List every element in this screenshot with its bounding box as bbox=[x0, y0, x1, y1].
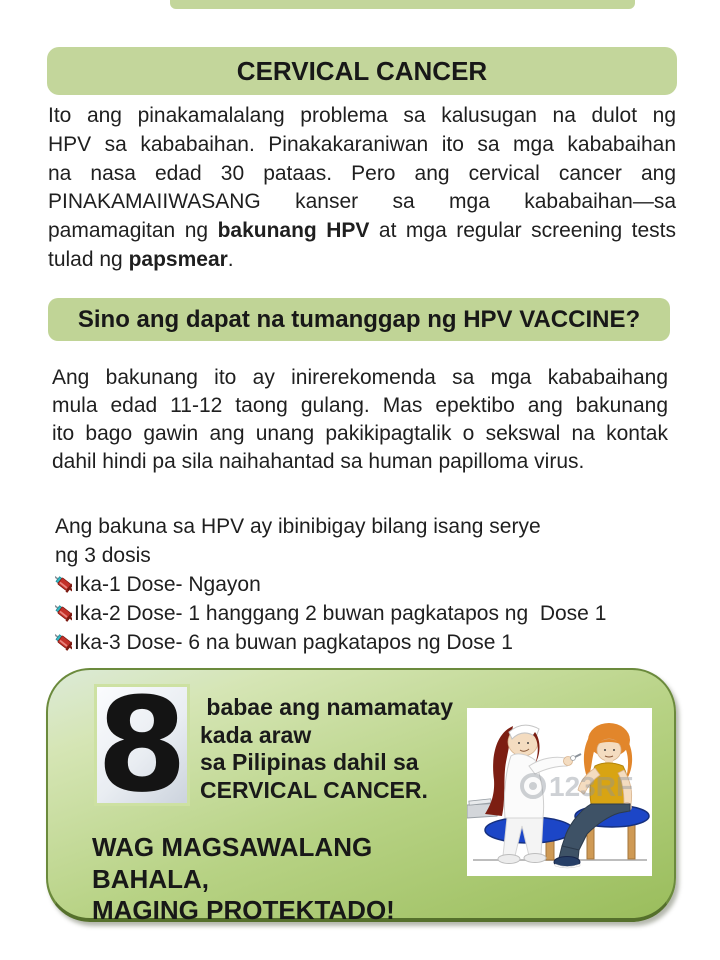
top-stripe-decoration bbox=[170, 0, 635, 9]
syringe-icon bbox=[55, 631, 72, 652]
text-line: babae ang namamatay bbox=[200, 694, 454, 720]
dose-series-intro bbox=[55, 512, 695, 570]
syringe-icon bbox=[55, 602, 72, 623]
text-line: HPV sa kababaihan. Pinakakaraniwan ito sa mga kababaihan bbox=[48, 132, 676, 156]
nurse-shoe bbox=[498, 855, 520, 864]
main-title-banner bbox=[47, 47, 677, 95]
syringe-icon bbox=[55, 573, 72, 594]
warning-text bbox=[92, 832, 492, 927]
statistic-text bbox=[200, 694, 470, 804]
section-title: Sino ang dapat na tumanggap ng HPV VACCINE? bbox=[77, 305, 641, 333]
text-line: tulad ng papsmear. bbox=[48, 247, 234, 271]
intro-paragraph bbox=[48, 102, 676, 275]
text-line: sa Pilipinas dahil sa bbox=[200, 749, 419, 775]
dose-item bbox=[55, 570, 695, 599]
svg-text:123RF: 123RF bbox=[549, 771, 634, 802]
statistic-number bbox=[96, 669, 188, 821]
who-paragraph bbox=[52, 364, 668, 476]
text-line: PINAKAMAIIWASANG kanser sa mga kababaihan—sa bbox=[48, 190, 676, 214]
text-line: na nasa edad 30 pataas. Pero ang cervical cancer ang bbox=[48, 161, 676, 185]
text-line: MAGING PROTEKTADO! bbox=[92, 895, 395, 925]
text-line: WAG MAGSAWALANG BAHALA, bbox=[92, 832, 373, 894]
dose-item-label: Ika-3 Dose- 6 na buwan pagkatapos ng Dose 1 bbox=[74, 631, 513, 654]
section-title-banner bbox=[48, 298, 670, 341]
dose-schedule bbox=[55, 512, 695, 657]
dose-item bbox=[55, 628, 695, 657]
statistic-number-value: 8 bbox=[96, 669, 188, 821]
dose-item-label: Ika-1 Dose- Ngayon bbox=[74, 573, 261, 596]
text-line: dahil hindi pa sila naihahantad sa human papilloma virus. bbox=[52, 450, 585, 473]
text-line: Ang bakuna sa HPV ay ibinibigay bilang isang serye bbox=[55, 515, 541, 538]
text-line: pamamagitan ng bakunang HPV at mga regular screening tests bbox=[48, 219, 676, 243]
text-line: CERVICAL CANCER. bbox=[200, 776, 428, 803]
dose-item-label: Ika-2 Dose- 1 hanggang 2 buwan pagkatapos ng Dose 1 bbox=[74, 602, 607, 625]
page-title: CERVICAL CANCER bbox=[236, 55, 488, 86]
text-line: Ito ang pinakamalalang problema sa kalusugan na dulot ng bbox=[48, 104, 676, 127]
text-line: ng 3 dosis bbox=[55, 544, 151, 567]
dose-item bbox=[55, 599, 695, 628]
text-line: Ang bakunang ito ay inirerekomenda sa mga kababaihang bbox=[52, 366, 668, 389]
text-line: kada araw bbox=[200, 721, 312, 748]
statistic-box bbox=[46, 668, 676, 925]
vaccination-illustration bbox=[467, 708, 652, 876]
text-line: mula edad 11-12 taong gulang. Mas epektibo ang bakunang bbox=[52, 394, 668, 417]
text-line: ito bago gawin ang unang pakikipagtalik o sekswal na kontak bbox=[52, 422, 668, 445]
